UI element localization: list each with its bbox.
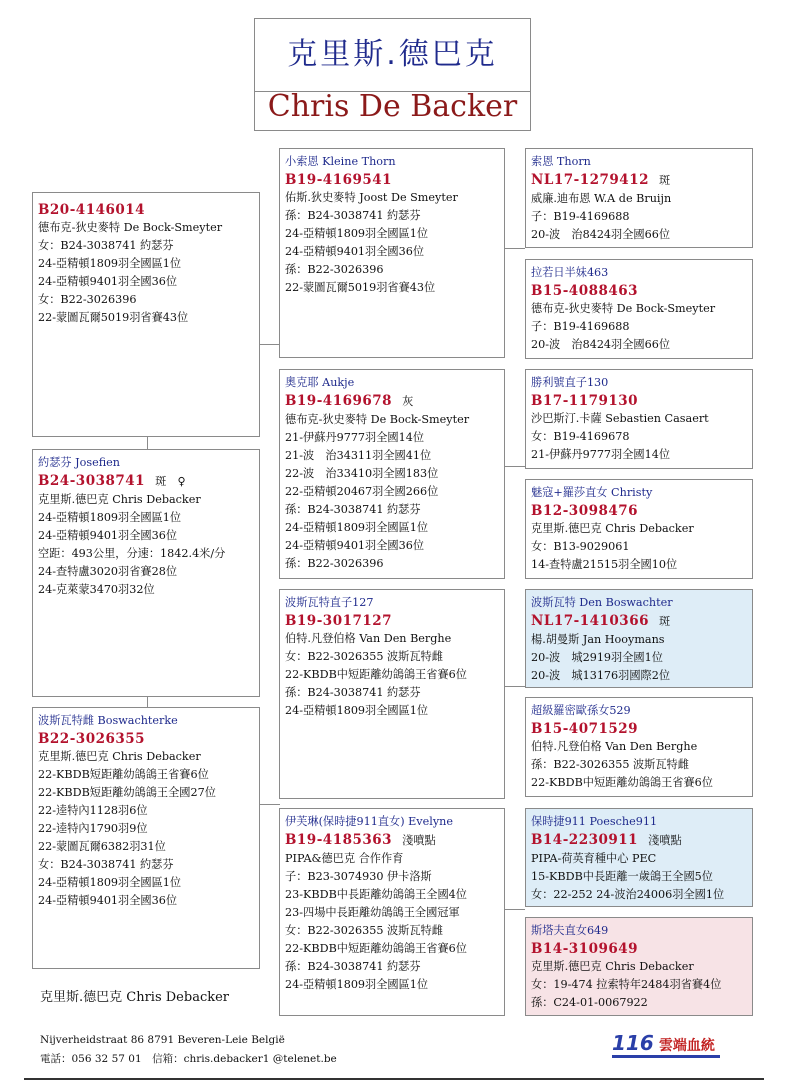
pigeon-name: 奧克耶 Aukje — [285, 376, 355, 389]
title-box — [254, 18, 531, 131]
info-line: 佑斯.狄史麥特 Joost De Smeyter — [285, 191, 458, 204]
logo-underline — [612, 1055, 720, 1058]
info-line: 15-KBDB中長距離一歲鴿王全國5位 — [531, 870, 713, 883]
cloud-pedigree-logo — [612, 1031, 715, 1055]
info-line: 22-亞精頓20467羽全國266位 — [285, 485, 439, 498]
connector-line — [147, 697, 148, 707]
info-line: 子：B23-3074930 伊卡洛斯 — [285, 870, 432, 883]
info-line: 孫：B22-3026396 — [285, 263, 384, 276]
info-line: 14-查特盧21515羽全國10位 — [531, 558, 678, 571]
pigeon-name: 波斯瓦特直子127 — [285, 596, 374, 609]
pigeon-name: 拉若日半妹463 — [531, 266, 609, 279]
info-line: 20-波 城2919羽全國1位 — [531, 651, 663, 664]
info-line: 22-KBDB短距離幼鴿鴿王全國27位 — [38, 786, 216, 799]
connector-line — [504, 909, 525, 910]
info-line: 女：B22-3026355 波斯瓦特雌 — [285, 924, 443, 937]
info-line: 22-KBDB中短距離幼鴿鴿王省賽6位 — [285, 668, 467, 681]
info-line: 伯特.凡登伯格 Van Den Berghe — [531, 740, 698, 753]
pigeon-name: 保時捷911 Poesche911 — [531, 815, 658, 828]
pigeon-name: 波斯瓦特 Den Boswachter — [531, 596, 673, 609]
info-line: 21-伊蘇丹9777羽全國14位 — [285, 431, 425, 444]
info-line: 23-四場中長距離幼鴿鴿王全國冠軍 — [285, 906, 460, 919]
info-line: 20-波 城13176羽國際2位 — [531, 669, 671, 682]
info-line: 女：B22-3026355 波斯瓦特雌 — [285, 650, 443, 663]
info-line: 孫：B22-3026396 — [285, 557, 384, 570]
info-line: 孫：C24-01-0067922 — [531, 996, 648, 1009]
pigeon-name: 波斯瓦特雌 Boswachterke — [38, 714, 178, 727]
info-line: 22-蒙圖瓦爾6382羽31位 — [38, 840, 166, 853]
info-line: 24-克萊蒙3470羽32位 — [38, 583, 155, 596]
pigeon-name: 斯塔夫直女649 — [531, 924, 609, 937]
pigeon-card-sss — [525, 148, 753, 248]
info-line: 孫：B24-3038741 約瑟芬 — [285, 686, 421, 699]
pigeon-card-dam-dam — [279, 808, 505, 1016]
info-line: 克里斯.德巴克 Chris Debacker — [38, 750, 201, 763]
pigeon-card-dam — [32, 707, 260, 969]
connector-line — [259, 804, 280, 805]
pigeon-card-sire — [32, 449, 260, 697]
info-line: 沙巴斯汀.卡薩 Sebastien Casaert — [531, 412, 709, 425]
info-line: 22-逵特內1790羽9位 — [38, 822, 148, 835]
info-line: 24-亞精頓1809羽全國區1位 — [38, 511, 182, 524]
info-line: 女：B22-3026396 — [38, 293, 137, 306]
ring-number: B19-4185363 淺噴點 — [285, 832, 436, 848]
ring-number: NL17-1279412 斑 — [531, 172, 671, 188]
info-line: 24-亞精頓1809羽全國區1位 — [285, 227, 429, 240]
info-line: 22-KBDB短距離幼鴿鴿王省賽6位 — [38, 768, 209, 781]
pigeon-card-dsd — [525, 697, 753, 797]
info-line: 女：B13-9029061 — [531, 540, 630, 553]
title-chinese: 克里斯.德巴克 — [287, 37, 498, 72]
info-line: 24-亞精頓1809羽全國區1位 — [38, 257, 182, 270]
logo-text: 雲端血統 — [658, 1038, 715, 1054]
pigeon-name: 小索恩 Kleine Thorn — [285, 155, 396, 168]
pigeon-name: 魅寇+羅莎直女 Christy — [531, 486, 653, 499]
info-line: 24-亞精頓1809羽全國區1位 — [285, 521, 429, 534]
footer-contact: 電話：056 32 57 01 信箱：chris.debacker1 @telenet.be — [40, 1053, 337, 1065]
ring-number: B24-3038741 斑 ♀ — [38, 473, 186, 489]
info-line: 空距：493公里，分速：1842.4米/分 — [38, 547, 226, 560]
ring-number: B22-3026355 — [38, 731, 146, 747]
pigeon-card-dam-sire — [279, 589, 505, 799]
info-line: 24-亞精頓9401羽全國36位 — [285, 539, 425, 552]
connector-line — [504, 466, 525, 467]
ring-number: B19-4169678 灰 — [285, 393, 414, 409]
ring-number: B14-3109649 — [531, 941, 639, 957]
connector-line — [504, 686, 525, 687]
pigeon-card-ssd — [525, 259, 753, 359]
logo-number: 116 — [612, 1031, 654, 1055]
pigeon-card-sds — [525, 369, 753, 469]
info-line: 22-逵特內1128羽6位 — [38, 804, 148, 817]
color-label: 斑 — [658, 174, 671, 187]
info-line: 22-蒙圖瓦爾5019羽省賽43位 — [285, 281, 436, 294]
pigeon-card-ddd — [525, 917, 753, 1016]
info-line: 女：22-252 24-波治24006羽全國1位 — [531, 888, 725, 901]
info-line: PIPA-荷英育種中心 PEC — [531, 852, 657, 865]
pigeon-name: 勝利號直子130 — [531, 376, 609, 389]
info-line: 孫：B24-3038741 約瑟芬 — [285, 960, 421, 973]
pigeon-name: 超級羅密歐孫女529 — [531, 704, 631, 717]
ring-number: B15-4088463 — [531, 283, 639, 299]
info-line: 20-波 治8424羽全國66位 — [531, 228, 671, 241]
info-line: 德布克-狄史麥特 De Bock-Smeyter — [285, 413, 470, 426]
info-line: 24-亞精頓1809羽全國區1位 — [38, 876, 182, 889]
info-line: 伯特.凡登伯格 Van Den Berghe — [285, 632, 452, 645]
info-line: 24-查特盧3020羽省賽28位 — [38, 565, 178, 578]
info-line: 子：B19-4169688 — [531, 210, 630, 223]
pigeon-card-sdd — [525, 479, 753, 579]
pigeon-card-dds — [525, 808, 753, 907]
connector-line — [147, 437, 148, 449]
info-line: 克里斯.德巴克 Chris Debacker — [38, 493, 201, 506]
ring-number: B19-4169541 — [285, 172, 393, 188]
info-line: 22-KBDB中短距離幼鴿鴿王省賽6位 — [285, 942, 467, 955]
ring-number: B20-4146014 — [38, 202, 146, 218]
pigeon-card-sire-dam — [279, 369, 505, 579]
connector-line — [259, 344, 280, 345]
info-line: 孫：B22-3026355 波斯瓦特雌 — [531, 758, 689, 771]
info-line: 23-KBDB中長距離幼鴿鴿王全國4位 — [285, 888, 467, 901]
info-line: 克里斯.德巴克 Chris Debacker — [531, 522, 694, 535]
info-line: 22-波 治33410羽全國183位 — [285, 467, 439, 480]
info-line: 女：B24-3038741 約瑟芬 — [38, 858, 174, 871]
info-line: 德布克-狄史麥特 De Bock-Smeyter — [38, 221, 223, 234]
connector-line — [504, 248, 525, 249]
info-line: 24-亞精頓9401羽全國36位 — [38, 529, 178, 542]
info-line: 22-KBDB中短距離幼鴿鴿王省賽6位 — [531, 776, 713, 789]
info-line: 楊.胡曼斯 Jan Hooymans — [531, 633, 665, 646]
breeder-name: 克里斯.德巴克 Chris Debacker — [40, 990, 230, 1005]
info-line: 威廉.迪布恩 W.A de Bruijn — [531, 192, 672, 205]
footer-address: Nijverheidstraat 86 8791 Beveren-Leie België — [40, 1034, 285, 1046]
info-line: 20-波 治8424羽全國66位 — [531, 338, 671, 351]
info-line: 24-亞精頓9401羽全國36位 — [38, 275, 178, 288]
color-label: 淺噴點 — [648, 834, 682, 847]
info-line: 24-亞精頓1809羽全國區1位 — [285, 978, 429, 991]
ring-number: B14-2230911 淺噴點 — [531, 832, 682, 848]
ring-number: B17-1179130 — [531, 393, 639, 409]
pigeon-name: 伊芙琳(保時捷911直女) Evelyne — [285, 815, 453, 828]
info-line: PIPA&德巴克 合作作育 — [285, 852, 404, 865]
info-line: 24-亞精頓1809羽全國區1位 — [285, 704, 429, 717]
info-line: 24-亞精頓9401羽全國36位 — [285, 245, 425, 258]
info-line: 孫：B24-3038741 約瑟芬 — [285, 209, 421, 222]
info-line: 孫：B24-3038741 約瑟芬 — [285, 503, 421, 516]
info-line: 24-亞精頓9401羽全國36位 — [38, 894, 178, 907]
ring-number: B12-3098476 — [531, 503, 639, 519]
info-line: 21-伊蘇丹9777羽全國14位 — [531, 448, 671, 461]
ring-number: B19-3017127 — [285, 613, 393, 629]
info-line: 克里斯.德巴克 Chris Debacker — [531, 960, 694, 973]
ring-number: NL17-1410366 斑 — [531, 613, 671, 629]
color-label: 斑 ♀ — [155, 475, 186, 488]
color-label: 斑 — [658, 615, 671, 628]
pigeon-card-sire-sire — [279, 148, 505, 358]
info-line: 女：B24-3038741 約瑟芬 — [38, 239, 174, 252]
ring-number: B15-4071529 — [531, 721, 639, 737]
pigeon-card-subject — [32, 192, 260, 437]
title-english: Chris De Backer — [267, 89, 518, 124]
info-line: 21-波 治34311羽全國41位 — [285, 449, 432, 462]
pigeon-card-dss — [525, 589, 753, 688]
color-label: 淺噴點 — [402, 834, 436, 847]
bottom-rule — [24, 1078, 764, 1080]
info-line: 22-蒙圖瓦爾5019羽省賽43位 — [38, 311, 189, 324]
info-line: 女：B19-4169678 — [531, 430, 630, 443]
pigeon-name: 約瑟芬 Josefien — [38, 456, 120, 469]
info-line: 德布克-狄史麥特 De Bock-Smeyter — [531, 302, 716, 315]
info-line: 子：B19-4169688 — [531, 320, 630, 333]
pigeon-name: 索恩 Thorn — [531, 155, 591, 168]
color-label: 灰 — [402, 395, 414, 408]
info-line: 女：19-474 拉索特年2484羽省賽4位 — [531, 978, 722, 991]
